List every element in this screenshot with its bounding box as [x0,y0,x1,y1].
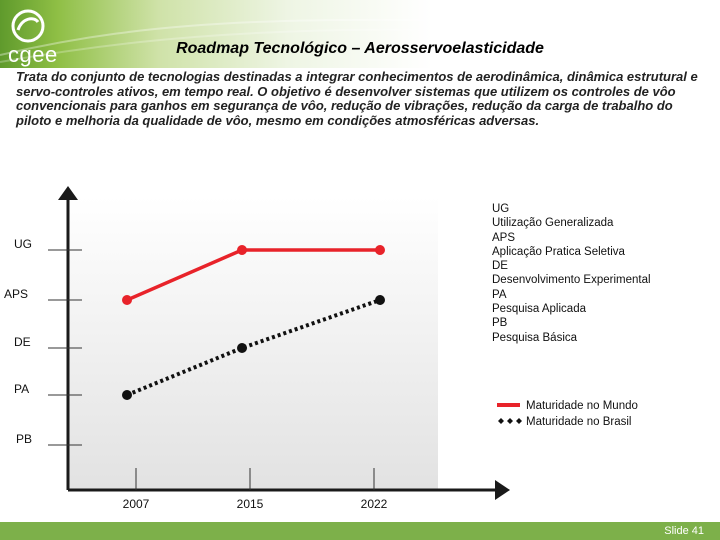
y-tick-label-ug: UG [14,237,32,251]
point-mundo-2022 [375,245,385,255]
x-tick-label-2015: 2015 [236,497,264,511]
abbr-code-aps: APS [492,231,516,244]
abbr-code-de: DE [492,260,508,273]
abbr-code-pa: PA [492,288,507,301]
point-mundo-2015 [237,245,247,255]
abbreviation-legend [492,202,651,345]
abbr-meaning-de: Desenvolvimento Experimental [492,274,651,287]
plot-area [68,197,438,490]
slide-number: Slide 41 [664,525,704,537]
footer-bar [0,522,720,540]
legend-swatch-brasil-dot-0 [498,418,504,424]
y-tick-label-aps: APS [4,287,29,301]
page-title-rest: Tecnológico – Aerosservoelasticidade [248,40,544,57]
point-brasil-2015 [237,343,247,353]
logo-text: cgee [8,42,58,67]
abbr-meaning-pa: Pesquisa Aplicada [492,303,586,316]
abbr-meaning-pb: Pesquisa Básica [492,331,578,344]
abbr-meaning-ug: Utilização Generalizada [492,217,614,230]
x-axis-arrow-icon [495,480,510,500]
abbr-meaning-aps: Aplicação Pratica Seletiva [492,245,625,258]
point-mundo-2007 [122,295,132,305]
legend-label-brasil: Maturidade no Brasil [526,416,632,428]
page-title-first: Roadmap [176,40,249,57]
legend-swatch-brasil-dot-1 [507,418,513,424]
legend-label-mundo: Maturidade no Mundo [526,400,638,412]
y-axis-arrow-icon [58,186,78,200]
abbr-code-pb: PB [492,317,508,330]
x-tick-label-2022: 2022 [360,497,388,511]
point-brasil-2022 [375,295,385,305]
y-tick-label-de: DE [14,335,31,349]
abbr-code-ug: UG [492,203,510,215]
y-tick-label-pa: PA [14,382,30,396]
legend-swatch-brasil-dot-2 [516,418,522,424]
description-text: Trata do conjunto de tecnologias destinadas a integrar conhecimentos de aerodinâmica, dinâmica estrutural e servo-controles ativos, em tempo real. O objetivo é desenvolver sistemas que utilizem os controles de vôo convencionais para ganhos em segurança de vôo, redução de vibrações, redução da carga de trabalho do piloto e melhoria da qualidade de vôo, mesmo em condições atmosféricas adversas. [16,69,698,128]
point-brasil-2007 [122,390,132,400]
x-tick-label-2007: 2007 [122,497,150,511]
y-tick-label-pb: PB [16,432,33,446]
